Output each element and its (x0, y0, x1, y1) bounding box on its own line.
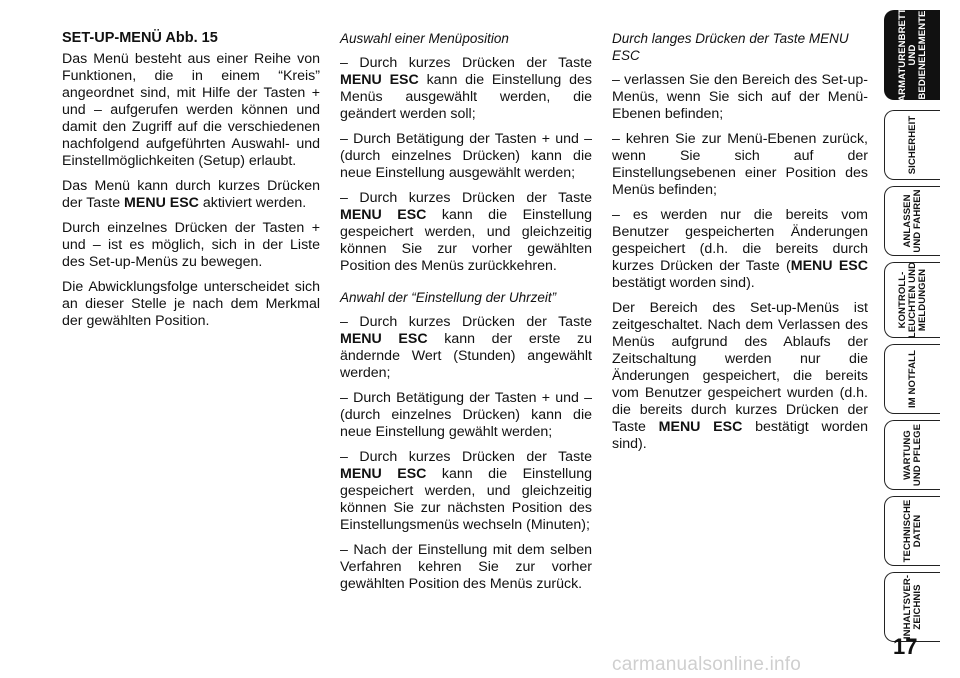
paragraph: Durch einzelnes Drücken der Tasten + und – ist es möglich, sich in der Liste des Set-up-Menüs zu bewegen. (62, 220, 320, 270)
page-number: 17 (893, 634, 918, 659)
tab-armaturenbrett[interactable]: ARMATURENBRETT UND BEDIENELEMENTE (884, 10, 940, 100)
subheading: Anwahl der “Einstellung der Uhrzeit” (340, 290, 557, 305)
column-1 (62, 30, 320, 338)
key-label: MENU ESC (340, 331, 428, 347)
paragraph: – es werden nur die bereits vom Benutzer gespeicherten Änderungen gespeichert (d.h. die bereits durch kurzes Drücken der Taste (MENU ESC bestätigt worden sind). (612, 207, 869, 291)
watermark: carmanualsonline.info (612, 654, 802, 675)
paragraph: – verlassen Sie den Bereich des Set-up-Menüs, wenn Sie sich auf der Menü-Ebenen befinden; (612, 72, 868, 122)
column-3 (612, 30, 868, 461)
paragraph: – Durch Betätigung der Tasten + und – (durch einzelnes Drücken) kann die neue Einstellung ausgewählt werden; (340, 131, 592, 181)
key-label: MENU ESC (340, 72, 419, 88)
paragraph: – kehren Sie zur Menü-Ebenen zurück, wenn Sie sich auf der Einstellungsebenen einer Position des Menüs befinden; (612, 131, 868, 198)
paragraph: Das Menü besteht aus einer Reihe von Funktionen, die in einem “Kreis” angeordnet sind, mit Hilfe der Tasten + und – aufgerufen werden können und damit den Zugriff auf die verschiedenen nachfolgend aufgeführten Auswahl- und Einstellmöglichkeiten (Setup) erlaubt. (62, 51, 320, 169)
paragraph: Die Abwicklungsfolge unterscheidet sich an dieser Stelle je nach dem Merkmal der gewählten Position. (62, 279, 320, 329)
tab-technische-daten[interactable]: TECHNISCHE DATEN (884, 496, 940, 566)
section-heading: SET-UP-MENÜ Abb. 15 (62, 30, 218, 46)
paragraph: – Durch Betätigung der Tasten + und – (durch einzelnes Drücken) kann die neue Einstellung gewählt werden; (340, 390, 592, 440)
tab-kontrollleuchten[interactable]: KONTROLL- LEUCHTEN UND MELDUNGEN (884, 262, 940, 338)
tab-inhaltsverzeichnis[interactable]: INHALTSVER- ZEICHNIS (884, 572, 940, 642)
paragraph: – Durch kurzes Drücken der Taste MENU ESC kann der erste zu ändernde Wert (Stunden) angewählt werden; (340, 314, 593, 381)
tab-notfall[interactable]: IM NOTFALL (884, 344, 940, 414)
paragraph: Der Bereich des Set-up-Menüs ist zeitgeschaltet. Nach dem Verlassen des Menüs aufgrund des Ablaufs der Zeitschaltung werden nur die Änderungen gespeichert, die bereits vom Benutzer gespeichert wurden (d.h. die bereits durch kurzes Drücken der Taste MENU ESC bestätigt worden sind). (612, 300, 868, 452)
tab-sicherheit[interactable]: SICHERHEIT (884, 110, 940, 180)
paragraph: Das Menü kann durch kurzes Drücken der Taste MENU ESC aktiviert werden. (62, 178, 320, 211)
key-label: MENU ESC (340, 207, 427, 223)
key-label: MENU ESC (790, 258, 869, 274)
key-label: MENU ESC (340, 466, 427, 482)
tab-wartung[interactable]: WARTUNG UND PFLEGE (884, 420, 940, 490)
tab-anlassen[interactable]: ANLASSEN UND FAHREN (884, 186, 940, 256)
subheading: Durch langes Drücken der Taste MENU ESC (612, 31, 849, 63)
key-label: MENU ESC (124, 195, 199, 211)
paragraph: – Nach der Einstellung mit dem selben Verfahren kehren Sie zur vorher gewählten Position des Menüs zurück. (340, 542, 592, 592)
paragraph: – Durch kurzes Drücken der Taste MENU ESC kann die Einstellung gespeichert werden, und gleichzeitig können Sie zur vorher gewählten Position des Menüs zurückkehren. (340, 190, 592, 274)
paragraph: – Durch kurzes Drücken der Taste MENU ESC kann die Einstellung des Menüs ausgewählt werden, die geändert werden soll; (340, 55, 592, 122)
column-2 (340, 30, 592, 601)
paragraph: – Durch kurzes Drücken der Taste MENU ESC kann die Einstellung gespeichert werden, und gleichzeitig können Sie zur nächsten Position des Einstellungsmenüs wechseln (Minuten); (340, 449, 592, 533)
subheading: Auswahl einer Menüposition (340, 31, 509, 46)
key-label: MENU ESC (658, 419, 743, 435)
